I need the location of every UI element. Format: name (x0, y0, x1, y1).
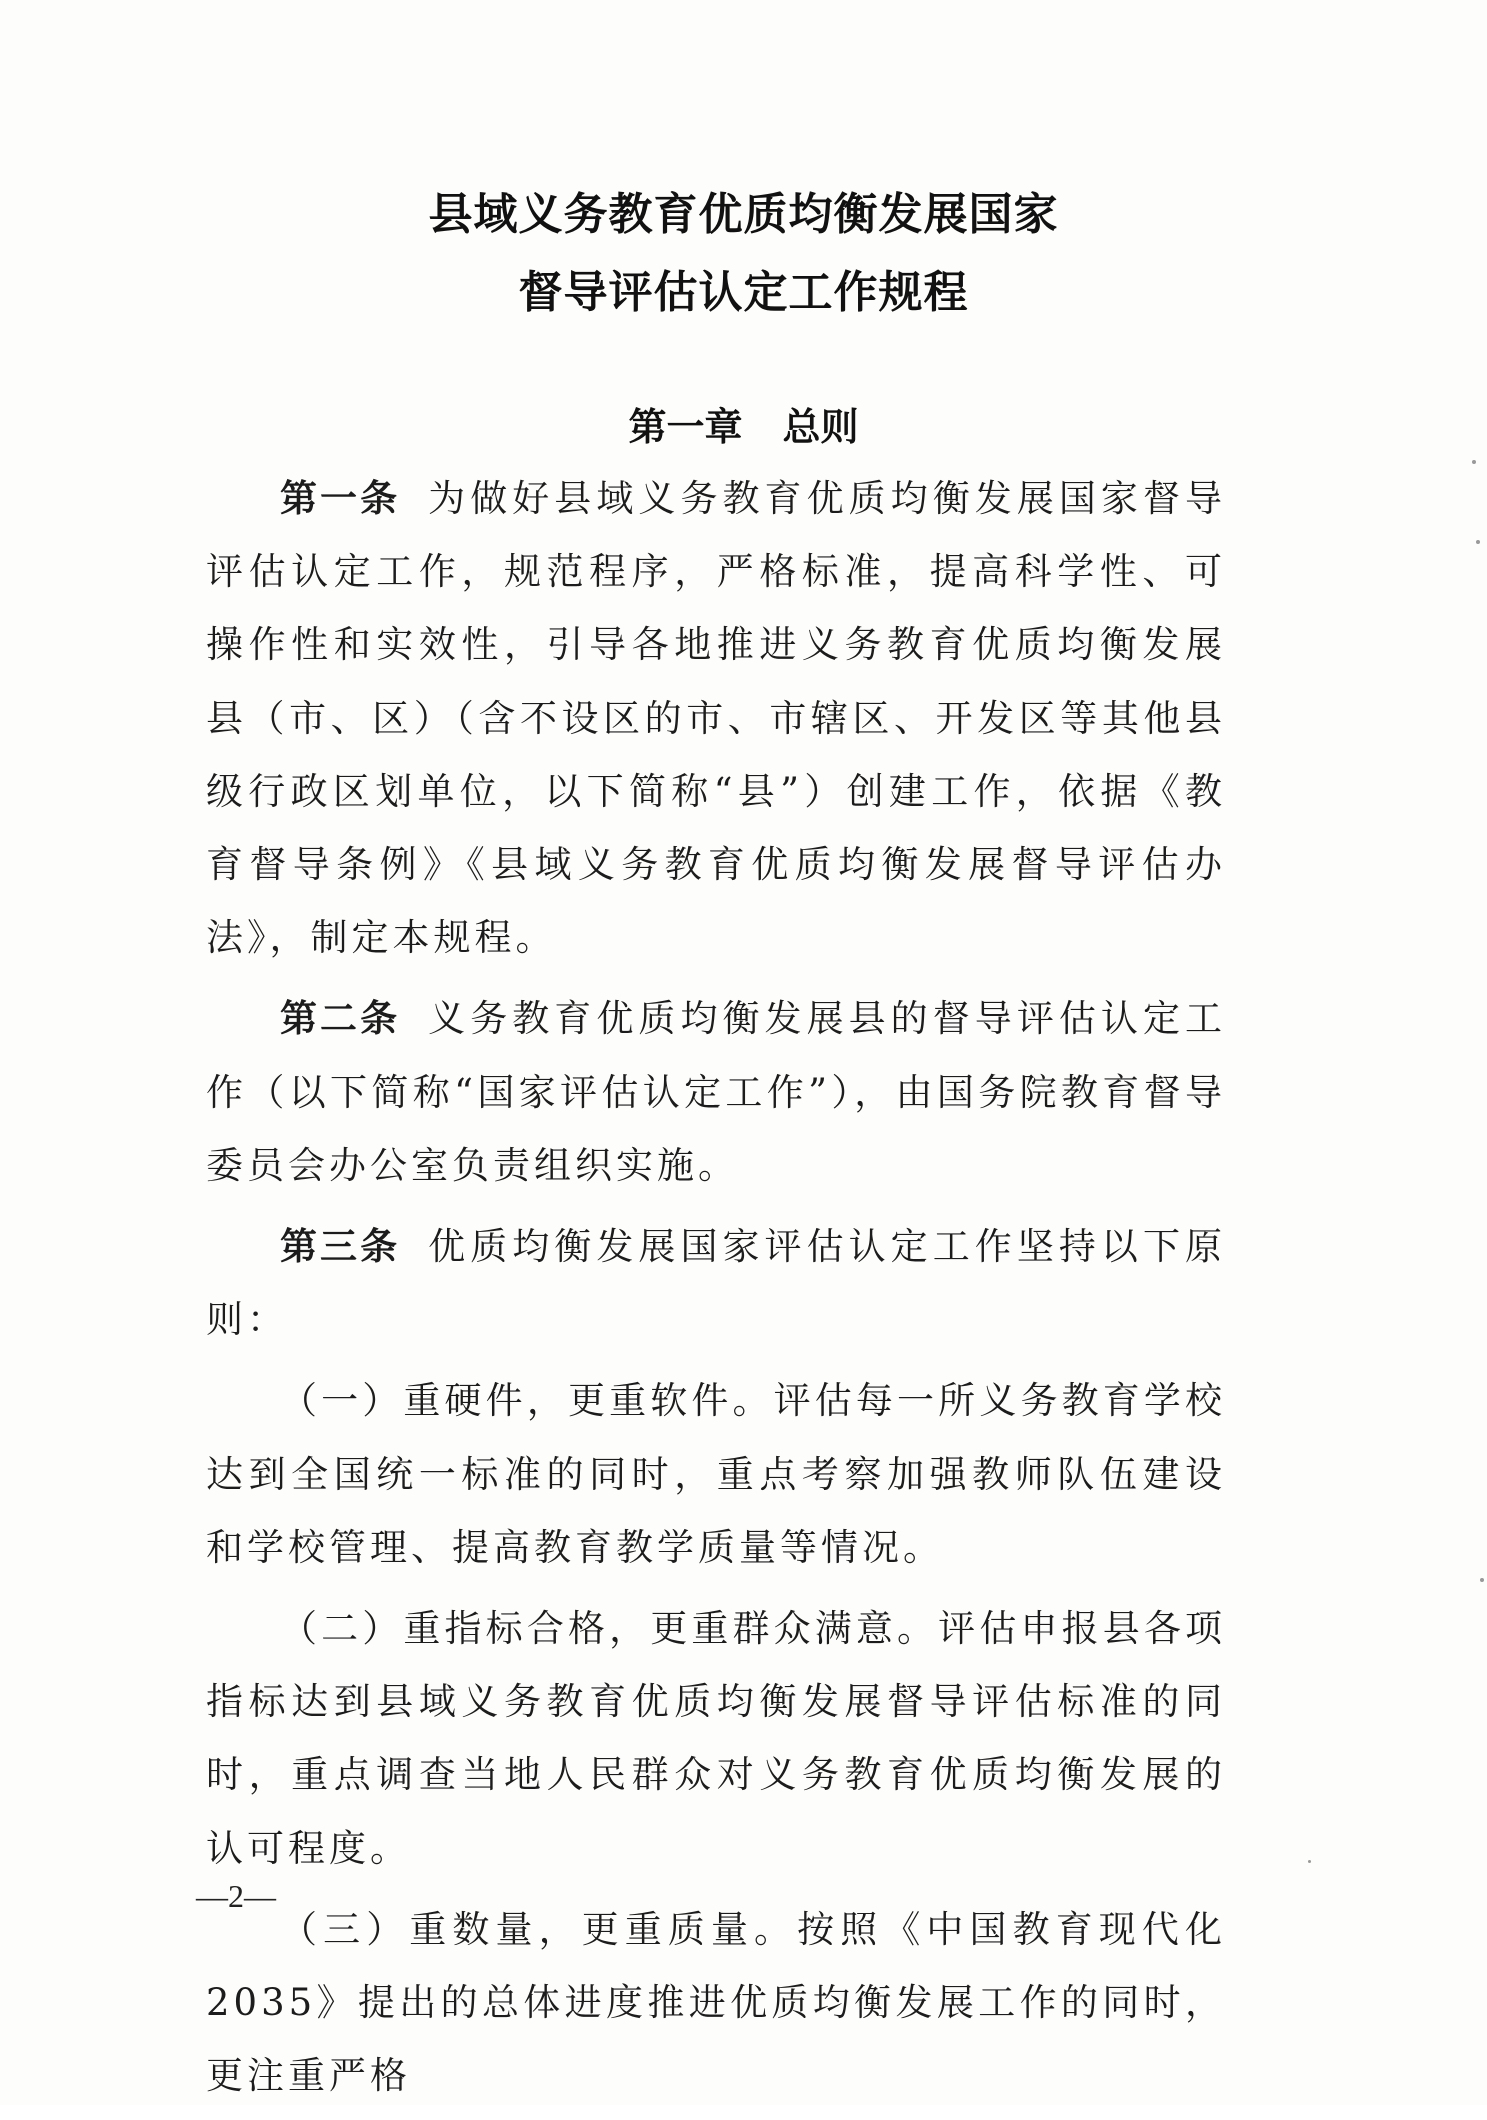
page-number: —2— (196, 1878, 276, 1914)
chapter-name: 总则 (782, 405, 859, 449)
chapter-number: 第一章 (628, 405, 743, 449)
principle-1-text: （一）重硬件，更重软件。评估每一所义务教育学校达到全国统一标准的同时，重点考察加强教师队伍建设和学校管理、提高教育教学质量等情况。 (206, 1379, 1226, 1569)
scan-speck (1476, 540, 1480, 544)
principle-2-text: （二）重指标合格，更重群众满意。评估申报县各项指标达到县域义务教育优质均衡发展督导评估标准的同时，重点调查当地人民群众对义务教育优质均衡发展的认可程度。 (206, 1607, 1226, 1870)
article-1-text: 为做好县域义务教育优质均衡发展国家督导评估认定工作，规范程序，严格标准，提高科学性、可操作性和实效性，引导各地推进义务教育优质均衡发展县（市、区）（含不设区的市、市辖区、开发区等其他县级行政区划单位，以下简称“县”）创建工作，依据《教育督导条例》《县域义务教育优质均衡发展督导评估办法》，制定本规程。 (206, 477, 1227, 960)
principle-1 (206, 1364, 1226, 1584)
article-3 (206, 1210, 1226, 1356)
principle-3-text: （三）重数量，更重质量。按照《中国教育现代化2035》提出的总体进度推进优质均衡发展工作的同时，更注重严格 (206, 1907, 1226, 2098)
article-2-text: 义务教育优质均衡发展县的督导评估认定工作（以下简称“国家评估认定工作”），由国务院教育督导委员会办公室负责组织实施。 (206, 997, 1227, 1187)
article-1-label: 第一条 (280, 477, 401, 520)
document-title-line2: 督导评估认定工作规程 (518, 267, 969, 318)
scan-speck (1308, 1860, 1311, 1863)
document-body (206, 462, 1226, 2120)
article-2-label: 第二条 (280, 997, 401, 1041)
scan-speck (1472, 460, 1476, 464)
principle-2 (206, 1592, 1226, 1885)
article-3-label: 第三条 (280, 1225, 401, 1269)
document-title-line1: 县域义务教育优质均衡发展国家 (428, 189, 1059, 240)
principle-3 (206, 1893, 1226, 2113)
article-3-text: 优质均衡发展国家评估认定工作坚持以下原则： (206, 1225, 1227, 1342)
article-2 (206, 982, 1226, 1202)
article-1 (206, 462, 1226, 974)
scan-speck (1480, 1578, 1484, 1582)
chapter-heading (0, 396, 1487, 451)
